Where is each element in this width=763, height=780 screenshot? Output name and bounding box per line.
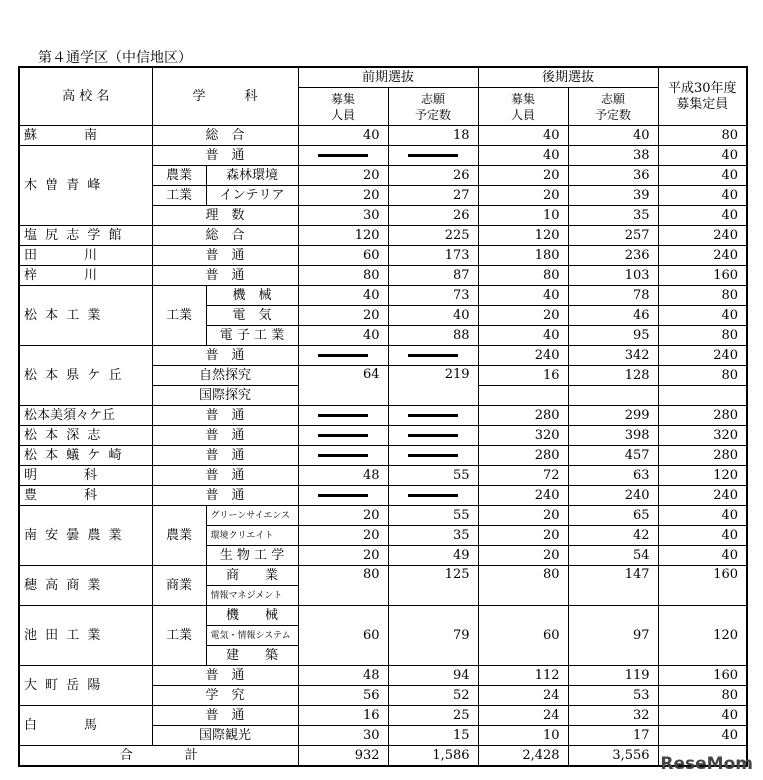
late-recruit: 10 bbox=[478, 726, 568, 746]
course-name: 普 通 bbox=[152, 446, 298, 466]
table-row bbox=[19, 266, 747, 286]
late-applicant: 63 bbox=[568, 466, 658, 486]
plan-capacity: 40 bbox=[658, 166, 747, 186]
late-applicant: 32 bbox=[568, 706, 658, 726]
course-name: 普 通 bbox=[152, 666, 298, 686]
school-name: 松 本 蟻 ケ 崎 bbox=[19, 446, 152, 466]
plan-capacity: 80 bbox=[658, 126, 747, 146]
course-name: 普 通 bbox=[152, 406, 298, 426]
course-name: 森林環境 bbox=[206, 166, 298, 186]
late-applicant: 299 bbox=[568, 406, 658, 426]
late-applicant: 147 bbox=[568, 566, 658, 606]
late-applicant: 257 bbox=[568, 226, 658, 246]
school-name: 松本美須々ケ丘 bbox=[19, 406, 152, 426]
late-recruit: 120 bbox=[478, 226, 568, 246]
late-applicant: 342 bbox=[568, 346, 658, 366]
plan-capacity: 40 bbox=[658, 706, 747, 726]
early-recruit: 56 bbox=[298, 686, 388, 706]
empty-cell bbox=[658, 386, 747, 406]
division-name: 商業 bbox=[152, 566, 206, 606]
late-recruit: 16 bbox=[478, 366, 568, 386]
course-name: 普 通 bbox=[152, 706, 298, 726]
early-recruit: 20 bbox=[298, 166, 388, 186]
early-applicant: 79 bbox=[388, 606, 478, 666]
late-recruit: 20 bbox=[478, 526, 568, 546]
late-recruit: 60 bbox=[478, 606, 568, 666]
total-early-applicant: 1,586 bbox=[388, 746, 478, 767]
plan-capacity: 80 bbox=[658, 326, 747, 346]
late-applicant: 42 bbox=[568, 526, 658, 546]
late-recruit: 20 bbox=[478, 546, 568, 566]
course-name: 電 気 bbox=[206, 306, 298, 326]
total-late-recruit: 2,428 bbox=[478, 746, 568, 767]
late-recruit: 80 bbox=[478, 266, 568, 286]
early-applicant: 225 bbox=[388, 226, 478, 246]
late-applicant: 103 bbox=[568, 266, 658, 286]
total-early-recruit: 932 bbox=[298, 746, 388, 767]
early-recruit: 40 bbox=[298, 326, 388, 346]
late-recruit: 240 bbox=[478, 486, 568, 506]
late-applicant: 97 bbox=[568, 606, 658, 666]
plan-capacity: 240 bbox=[658, 486, 747, 506]
plan-capacity: 120 bbox=[658, 606, 747, 666]
school-name: 蘇 南 bbox=[19, 126, 152, 146]
plan-capacity: 40 bbox=[658, 546, 747, 566]
table-row bbox=[19, 406, 747, 426]
course-name: 理 数 bbox=[152, 206, 298, 226]
division-name: 農業 bbox=[152, 506, 206, 566]
course-name: 電気・情報システム bbox=[206, 626, 298, 646]
plan-capacity: 40 bbox=[658, 146, 747, 166]
school-name: 塩 尻 志 学 館 bbox=[19, 226, 152, 246]
early-applicant: 73 bbox=[388, 286, 478, 306]
late-recruit: 40 bbox=[478, 286, 568, 306]
late-applicant: 35 bbox=[568, 206, 658, 226]
early-applicant: 27 bbox=[388, 186, 478, 206]
course-name: 学 究 bbox=[152, 686, 298, 706]
total-row bbox=[19, 746, 747, 767]
table-row bbox=[19, 486, 747, 506]
course-name: 普 通 bbox=[152, 346, 298, 366]
plan-capacity: 240 bbox=[658, 226, 747, 246]
division-name: 工業 bbox=[152, 286, 206, 346]
plan-capacity: 240 bbox=[658, 346, 747, 366]
division-name: 工業 bbox=[152, 186, 206, 206]
early-recruit: 20 bbox=[298, 306, 388, 326]
late-recruit: 80 bbox=[478, 566, 568, 606]
course-name: インテリア bbox=[206, 186, 298, 206]
early-recruit: 80 bbox=[298, 566, 388, 606]
late-applicant: 38 bbox=[568, 146, 658, 166]
late-recruit: 24 bbox=[478, 706, 568, 726]
late-recruit: 20 bbox=[478, 166, 568, 186]
plan-capacity: 40 bbox=[658, 186, 747, 206]
course-name: 総 合 bbox=[152, 126, 298, 146]
late-applicant: 457 bbox=[568, 446, 658, 466]
plan-capacity: 80 bbox=[658, 286, 747, 306]
school-name: 松 本 工 業 bbox=[19, 286, 152, 346]
plan-capacity: 40 bbox=[658, 726, 747, 746]
plan-capacity: 80 bbox=[658, 366, 747, 386]
course-name: 普 通 bbox=[152, 146, 298, 166]
early-applicant: 15 bbox=[388, 726, 478, 746]
no-early-dash bbox=[388, 146, 478, 166]
plan-capacity: 160 bbox=[658, 666, 747, 686]
school-name: 南 安 曇 農 業 bbox=[19, 506, 152, 566]
late-applicant: 53 bbox=[568, 686, 658, 706]
total-late-applicant: 3,556 bbox=[568, 746, 658, 767]
course-name: 電 子 工 業 bbox=[206, 326, 298, 346]
no-early-dash bbox=[298, 146, 388, 166]
division-name: 工業 bbox=[152, 606, 206, 666]
table-row bbox=[19, 606, 747, 626]
table-row bbox=[19, 446, 747, 466]
header-plan-line2: 募集定員 bbox=[676, 96, 729, 112]
late-applicant: 39 bbox=[568, 186, 658, 206]
late-recruit: 20 bbox=[478, 506, 568, 526]
school-name: 明 科 bbox=[19, 466, 152, 486]
early-recruit: 20 bbox=[298, 186, 388, 206]
table-row bbox=[19, 666, 747, 686]
table-row bbox=[19, 466, 747, 486]
early-applicant: 219 bbox=[388, 366, 478, 406]
total-label: 合 計 bbox=[19, 746, 298, 767]
early-applicant: 40 bbox=[388, 306, 478, 326]
course-name: 普 通 bbox=[152, 266, 298, 286]
header-early-applicant: 志願 予定数 bbox=[388, 88, 478, 126]
early-applicant: 49 bbox=[388, 546, 478, 566]
late-recruit: 40 bbox=[478, 126, 568, 146]
header-late: 後期選抜 bbox=[478, 67, 658, 88]
plan-capacity: 40 bbox=[658, 526, 747, 546]
course-name: 情報マネジメント bbox=[206, 586, 298, 606]
empty-cell bbox=[568, 386, 658, 406]
table-row bbox=[19, 226, 747, 246]
late-applicant: 40 bbox=[568, 126, 658, 146]
header-plan-line1: 平成30年度 bbox=[668, 80, 737, 96]
header-late-recruit: 募集 人員 bbox=[478, 88, 568, 126]
school-name: 田 川 bbox=[19, 246, 152, 266]
late-applicant: 119 bbox=[568, 666, 658, 686]
table-row bbox=[19, 146, 747, 166]
header-plan bbox=[658, 67, 747, 126]
course-name: 総 合 bbox=[152, 226, 298, 246]
early-applicant: 55 bbox=[388, 506, 478, 526]
late-recruit: 180 bbox=[478, 246, 568, 266]
early-recruit: 20 bbox=[298, 526, 388, 546]
header-school: 高 校 名 bbox=[19, 67, 152, 126]
course-name: 自然探究 bbox=[152, 366, 298, 386]
late-applicant: 65 bbox=[568, 506, 658, 526]
table-row bbox=[19, 126, 747, 146]
early-recruit: 48 bbox=[298, 466, 388, 486]
late-recruit: 240 bbox=[478, 346, 568, 366]
school-name: 松 本 深 志 bbox=[19, 426, 152, 446]
plan-capacity: 240 bbox=[658, 246, 747, 266]
late-recruit: 280 bbox=[478, 406, 568, 426]
plan-capacity: 120 bbox=[658, 466, 747, 486]
table-row bbox=[19, 566, 747, 586]
table-row bbox=[19, 346, 747, 366]
early-applicant: 25 bbox=[388, 706, 478, 726]
course-name: 機 械 bbox=[206, 606, 298, 626]
course-name: 普 通 bbox=[152, 486, 298, 506]
plan-capacity: 160 bbox=[658, 266, 747, 286]
school-name: 池 田 工 業 bbox=[19, 606, 152, 666]
early-applicant: 35 bbox=[388, 526, 478, 546]
late-applicant: 36 bbox=[568, 166, 658, 186]
late-recruit: 40 bbox=[478, 146, 568, 166]
early-recruit: 30 bbox=[298, 206, 388, 226]
no-early-dash bbox=[388, 486, 478, 506]
early-recruit: 16 bbox=[298, 706, 388, 726]
header-late-applicant: 志願 予定数 bbox=[568, 88, 658, 126]
late-applicant: 398 bbox=[568, 426, 658, 446]
no-early-dash bbox=[388, 426, 478, 446]
no-early-dash bbox=[298, 346, 388, 366]
table-caption: 第４通学区（中信地区） bbox=[38, 50, 192, 66]
early-recruit: 60 bbox=[298, 246, 388, 266]
late-recruit: 112 bbox=[478, 666, 568, 686]
header-row-1 bbox=[19, 67, 747, 88]
school-name: 白 馬 bbox=[19, 706, 152, 746]
table-row bbox=[19, 506, 747, 526]
early-applicant: 18 bbox=[388, 126, 478, 146]
division-name: 農業 bbox=[152, 166, 206, 186]
early-applicant: 125 bbox=[388, 566, 478, 606]
course-name: 普 通 bbox=[152, 246, 298, 266]
admission-table bbox=[18, 66, 748, 767]
header-early-recruit: 募集 人員 bbox=[298, 88, 388, 126]
no-early-dash bbox=[298, 406, 388, 426]
late-recruit: 24 bbox=[478, 686, 568, 706]
late-recruit: 72 bbox=[478, 466, 568, 486]
late-recruit: 40 bbox=[478, 326, 568, 346]
plan-capacity: 40 bbox=[658, 206, 747, 226]
late-applicant: 95 bbox=[568, 326, 658, 346]
late-recruit: 20 bbox=[478, 306, 568, 326]
school-name: 松 本 県 ケ 丘 bbox=[19, 346, 152, 406]
early-recruit: 80 bbox=[298, 266, 388, 286]
course-name: 機 械 bbox=[206, 286, 298, 306]
late-applicant: 240 bbox=[568, 486, 658, 506]
late-recruit: 20 bbox=[478, 186, 568, 206]
course-name: グリーンサイエンス bbox=[206, 506, 298, 526]
plan-capacity: 160 bbox=[658, 566, 747, 606]
plan-capacity: 280 bbox=[658, 406, 747, 426]
no-early-dash bbox=[298, 486, 388, 506]
school-name: 木 曽 青 峰 bbox=[19, 146, 152, 226]
early-applicant: 26 bbox=[388, 166, 478, 186]
early-recruit: 48 bbox=[298, 666, 388, 686]
early-recruit: 40 bbox=[298, 286, 388, 306]
school-name: 大 町 岳 陽 bbox=[19, 666, 152, 706]
course-name: 商 業 bbox=[206, 566, 298, 586]
course-name: 環境クリエイト bbox=[206, 526, 298, 546]
table-row bbox=[19, 286, 747, 306]
late-recruit: 10 bbox=[478, 206, 568, 226]
plan-capacity: 80 bbox=[658, 686, 747, 706]
late-recruit: 320 bbox=[478, 426, 568, 446]
late-applicant: 236 bbox=[568, 246, 658, 266]
header-early: 前期選抜 bbox=[298, 67, 478, 88]
early-applicant: 55 bbox=[388, 466, 478, 486]
school-name: 豊 科 bbox=[19, 486, 152, 506]
school-name: 穂 高 商 業 bbox=[19, 566, 152, 606]
course-name: 建 築 bbox=[206, 646, 298, 666]
late-applicant: 54 bbox=[568, 546, 658, 566]
plan-capacity: 280 bbox=[658, 446, 747, 466]
watermark-logo: ReseMom bbox=[660, 754, 753, 774]
table-row bbox=[19, 246, 747, 266]
plan-capacity: 40 bbox=[658, 306, 747, 326]
late-applicant: 46 bbox=[568, 306, 658, 326]
course-name: 普 通 bbox=[152, 466, 298, 486]
school-name: 梓 川 bbox=[19, 266, 152, 286]
early-recruit: 30 bbox=[298, 726, 388, 746]
late-recruit: 280 bbox=[478, 446, 568, 466]
early-recruit: 60 bbox=[298, 606, 388, 666]
early-recruit: 40 bbox=[298, 126, 388, 146]
late-applicant: 78 bbox=[568, 286, 658, 306]
early-recruit: 20 bbox=[298, 546, 388, 566]
early-applicant: 26 bbox=[388, 206, 478, 226]
early-recruit: 20 bbox=[298, 506, 388, 526]
late-applicant: 128 bbox=[568, 366, 658, 386]
header-course: 学 科 bbox=[152, 67, 298, 126]
late-applicant: 17 bbox=[568, 726, 658, 746]
course-name: 国際観光 bbox=[152, 726, 298, 746]
course-name: 普 通 bbox=[152, 426, 298, 446]
no-early-dash bbox=[388, 346, 478, 366]
no-early-dash bbox=[388, 446, 478, 466]
empty-cell bbox=[478, 386, 568, 406]
no-early-dash bbox=[298, 446, 388, 466]
table-row bbox=[19, 426, 747, 446]
course-name: 国際探究 bbox=[152, 386, 298, 406]
no-early-dash bbox=[388, 406, 478, 426]
plan-capacity: 320 bbox=[658, 426, 747, 446]
course-name: 生 物 工 学 bbox=[206, 546, 298, 566]
early-recruit: 64 bbox=[298, 366, 388, 406]
no-early-dash bbox=[298, 426, 388, 446]
early-applicant: 87 bbox=[388, 266, 478, 286]
early-applicant: 94 bbox=[388, 666, 478, 686]
table-row bbox=[19, 706, 747, 726]
early-applicant: 52 bbox=[388, 686, 478, 706]
early-applicant: 173 bbox=[388, 246, 478, 266]
plan-capacity: 40 bbox=[658, 506, 747, 526]
early-applicant: 88 bbox=[388, 326, 478, 346]
early-recruit: 120 bbox=[298, 226, 388, 246]
